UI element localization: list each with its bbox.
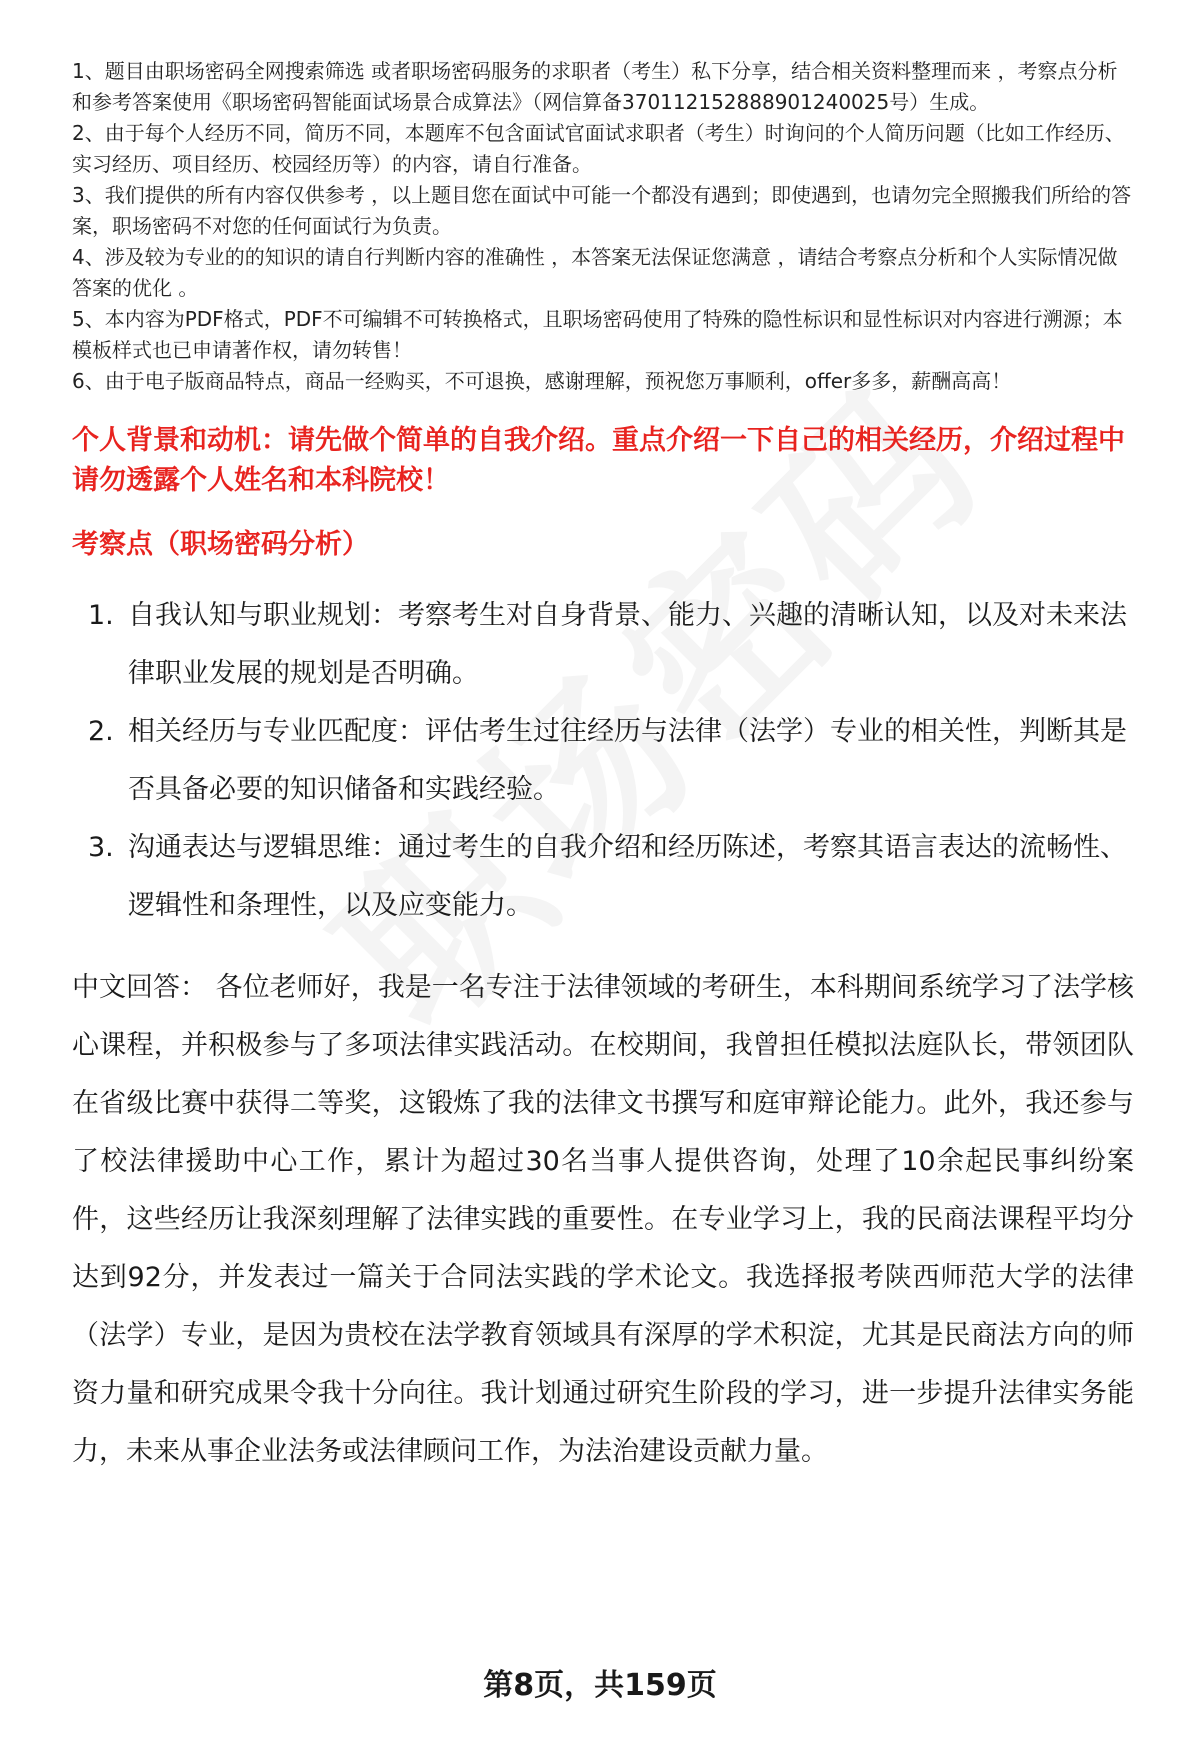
question-heading: 个人背景和动机：请先做个简单的自我介绍。重点介绍一下自己的相关经历，介绍过程中请勿透露个人姓名和本科院校！ bbox=[72, 425, 1125, 496]
list-item-number: 3. bbox=[88, 832, 114, 863]
list-item bbox=[72, 587, 1134, 703]
list-item bbox=[72, 703, 1134, 819]
page-number: 第8页，共159页 bbox=[483, 1668, 717, 1703]
note-item: 4、涉及较为专业的的知识的请自行判断内容的准确性 ，本答案无法保证您满意 ，请结合考察点分析和个人实际情况做答案的优化 。 bbox=[72, 245, 1118, 300]
note-item: 6、由于电子版商品特点，商品一经购买，不可退换，感谢理解，预祝您万事顺利，offer多多，薪酬高高！ bbox=[72, 369, 1012, 393]
list-item-text: 自我认知与职业规划：考察考生对自身背景、能力、兴趣的清晰认知，以及对未来法律职业发展的规划是否明确。 bbox=[128, 600, 1127, 689]
answer-paragraph: 中文回答： 各位老师好，我是一名专注于法律领域的考研生，本科期间系统学习了法学核心课程，并积极参与了多项法律实践活动。在校期间，我曾担任模拟法庭队长，带领团队在省级比赛中获得二等奖，这锻炼了我的法律文书撰写和庭审辩论能力。此外，我还参与了校法律援助中心工作，累计为超过30名当事人提供咨询，处理了10余起民事纠纷案件，这些经历让我深刻理解了法律实践的重要性。在专业学习上，我的民商法课程平均分达到92分，并发表过一篇关于合同法实践的学术论文。我选择报考陕西师范大学的法律（法学）专业，是因为贵校在法学教育领域具有深厚的学术积淀，尤其是民商法方向的师资力量和研究成果令我十分向往。我计划通过研究生阶段的学习，进一步提升法律实务能力，未来从事企业法务或法律顾问工作，为法治建设贡献力量。 bbox=[72, 972, 1134, 1467]
note-item: 2、由于每个人经历不同，简历不同，本题库不包含面试官面试求职者（考生）时询问的个人简历问题（比如工作经历、实习经历、项目经历、校园经历等）的内容，请自行准备。 bbox=[72, 121, 1125, 176]
list-item-number: 2. bbox=[88, 716, 114, 747]
disclaimer-notes bbox=[72, 56, 1134, 397]
list-item bbox=[72, 819, 1134, 935]
page-content bbox=[72, 56, 1134, 1481]
analysis-section-title: 考察点（职场密码分析） bbox=[72, 529, 369, 560]
list-item-number: 1. bbox=[88, 600, 114, 631]
note-item: 3、我们提供的所有内容仅供参考 ，以上题目您在面试中可能一个都没有遇到；即使遇到，也请勿完全照搬我们所给的答案，职场密码不对您的任何面试行为负责。 bbox=[72, 183, 1132, 238]
note-item: 1、题目由职场密码全网搜索筛选 或者职场密码服务的求职者（考生）私下分享，结合相关资料整理而来 ，考察点分析和参考答案使用《职场密码智能面试场景合成算法》（网信算备370112152888901240025号）生成。 bbox=[72, 59, 1118, 114]
list-item-text: 相关经历与专业匹配度：评估考生过往经历与法律（法学）专业的相关性，判断其是否具备必要的知识储备和实践经验。 bbox=[128, 716, 1127, 805]
analysis-points-list bbox=[72, 587, 1134, 935]
note-item: 5、本内容为PDF格式，PDF不可编辑不可转换格式，且职场密码使用了特殊的隐性标识和显性标识对内容进行溯源；本模板样式也已申请著作权，请勿转售！ bbox=[72, 307, 1123, 362]
list-item-text: 沟通表达与逻辑思维：通过考生的自我介绍和经历陈述，考察其语言表达的流畅性、逻辑性和条理性，以及应变能力。 bbox=[128, 832, 1127, 921]
